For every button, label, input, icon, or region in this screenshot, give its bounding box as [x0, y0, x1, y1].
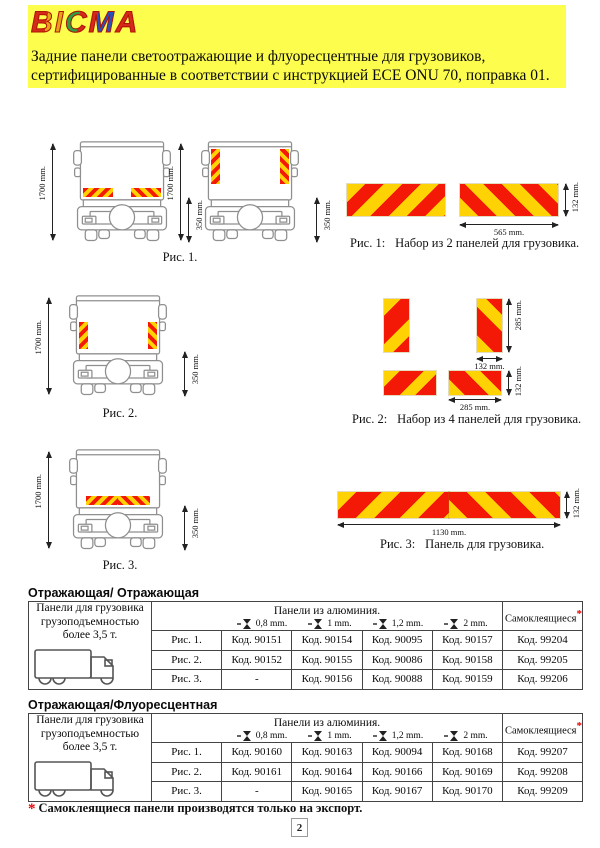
- thickness-icon: [237, 619, 253, 629]
- section-title-fluorescent: Отражающая/Флуоресцентная: [28, 698, 218, 712]
- adhesive-header-text: Самоклеящиеся: [505, 725, 577, 737]
- fig-ref-cell: Рис. 2.: [152, 650, 222, 669]
- fig3-caption-text: Панель для грузовика.: [425, 537, 545, 551]
- adhesive-column-header: [503, 602, 583, 631]
- fig2-horizontal-panel-right: [449, 371, 501, 395]
- thickness-label: 2 mm.: [463, 619, 488, 630]
- code-cell: Код. 90151: [222, 631, 292, 650]
- thickness-label: 0,8 mm.: [255, 731, 288, 742]
- dim-label-132: 132 mm.: [513, 366, 523, 397]
- code-cell: Код. 99209: [503, 782, 583, 802]
- code-cell: Код. 90095: [362, 631, 432, 650]
- dim-arrow-285: [508, 299, 509, 352]
- code-cell: Код. 90164: [292, 762, 362, 781]
- code-cell: Код. 99208: [503, 762, 583, 781]
- code-cell: Код. 90170: [432, 782, 502, 802]
- fig3-caption: [380, 537, 544, 552]
- dim-label-1700: 1700 mm.: [33, 320, 43, 355]
- section-title-reflective: Отражающая/ Отражающая: [28, 586, 199, 600]
- fig1-truck-label: Рис. 1.: [162, 250, 198, 264]
- code-cell: Код. 99205: [503, 650, 583, 669]
- code-cell: Код. 90167: [362, 782, 432, 802]
- dim-label-1130: 1130 mm.: [431, 527, 467, 537]
- dim-label-132: 132 mm.: [570, 182, 580, 213]
- dim-arrow-1700: [48, 452, 49, 548]
- thickness-row: [154, 619, 500, 629]
- code-cell: Код. 90160: [222, 743, 292, 762]
- thickness-col: [296, 731, 364, 741]
- reflective-panel: [86, 496, 118, 505]
- fig-ref-cell: Рис. 3.: [152, 670, 222, 690]
- dim-arrow-350: [184, 352, 185, 396]
- dim-label-350: 350 mm.: [190, 354, 200, 385]
- table-header-row: [29, 714, 583, 743]
- fig3-truck-label: Рис. 3.: [102, 558, 138, 572]
- truck-side-icon: [31, 645, 123, 689]
- code-cell: Код. 90086: [362, 650, 432, 669]
- dim-label-565: 565 mm.: [493, 227, 525, 237]
- code-cell: Код. 99204: [503, 631, 583, 650]
- fig2-horizontal-panel-left: [384, 371, 436, 395]
- thickness-row: [154, 731, 500, 741]
- fig-ref-cell: Рис. 1.: [152, 743, 222, 762]
- dim-label-1700: 1700 mm.: [165, 166, 175, 201]
- code-cell: Код. 90152: [222, 650, 292, 669]
- aluminium-group-title: Панели из алюминия.: [273, 605, 381, 618]
- dim-label-350: 350 mm.: [194, 200, 204, 231]
- thickness-col: [432, 619, 500, 629]
- code-cell: Код. 90169: [432, 762, 502, 781]
- thickness-icon: [444, 731, 460, 741]
- reflective-panel: [83, 188, 113, 197]
- fig2-truck-label: Рис. 2.: [102, 406, 138, 420]
- code-cell: Код. 90158: [432, 650, 502, 669]
- dim-arrow-132: [566, 492, 567, 518]
- thickness-col: [364, 731, 432, 741]
- panel-column-header: [29, 714, 152, 802]
- dim-label-350: 350 mm.: [190, 508, 200, 539]
- dim-arrow-132: [565, 184, 566, 216]
- truck-rear-drawing: [192, 138, 308, 246]
- fig3-panel-right-half: [449, 492, 560, 518]
- dim-arrow-565: [460, 224, 558, 225]
- aluminium-group-title: Панели из алюминия.: [273, 717, 381, 730]
- panel-column-header-text: Панели для грузовика грузоподъемностью более 3,5 т.: [36, 714, 144, 754]
- fig2-caption-text: Набор из 4 панелей для грузовика.: [397, 412, 582, 426]
- thickness-label: 1 mm.: [327, 731, 352, 742]
- page-number: 2: [291, 818, 308, 837]
- truck-rear-drawing: [64, 138, 180, 246]
- thickness-icon: [308, 619, 324, 629]
- thickness-icon: [308, 731, 324, 741]
- dim-arrow-132: [477, 358, 502, 359]
- thickness-col: [228, 731, 296, 741]
- fig-ref-cell: Рис. 2.: [152, 762, 222, 781]
- panel-column-header-text: Панели для грузовика грузоподъемностью более 3,5 т.: [36, 602, 144, 642]
- thickness-label: 1,2 mm.: [391, 731, 424, 742]
- dim-arrow-1700: [180, 144, 181, 240]
- dim-label-350: 350 mm.: [322, 200, 332, 231]
- title-line-2: сертифицированные в соответствии с инструкцией ЕСЕ ONU 70, поправка 01.: [31, 67, 550, 84]
- dim-label-1700: 1700 mm.: [33, 474, 43, 509]
- footnote-text: Самоклеящиеся панели производятся только на экспорт.: [38, 801, 363, 815]
- thickness-label: 1,2 mm.: [391, 619, 424, 630]
- code-cell: Код. 90166: [362, 762, 432, 781]
- table-header-row: [29, 602, 583, 631]
- thickness-icon: [237, 731, 253, 741]
- adhesive-star: *: [576, 607, 583, 620]
- code-cell: Код. 90165: [292, 782, 362, 802]
- dim-arrow-1700: [48, 298, 49, 394]
- thickness-col: [364, 619, 432, 629]
- dim-arrow-1130: [338, 524, 560, 525]
- fig2-truck: [33, 292, 206, 414]
- thickness-icon: [444, 619, 460, 629]
- adhesive-header-text: Самоклеящиеся: [505, 613, 577, 625]
- thickness-label: 0,8 mm.: [255, 619, 288, 630]
- fig-ref-cell: Рис. 1.: [152, 631, 222, 650]
- fig2-caption: [352, 412, 581, 427]
- codes-table-fluorescent: [28, 713, 583, 802]
- fig1-caption-text: Набор из 2 панелей для грузовика.: [395, 236, 580, 250]
- code-cell: Код. 90088: [362, 670, 432, 690]
- adhesive-column-header: [503, 714, 583, 743]
- fig1-caption: [350, 236, 579, 251]
- dim-arrow-350: [184, 506, 185, 550]
- fig2-vertical-panel-left: [384, 299, 409, 352]
- fig3-caption-label: Рис. 3:: [380, 537, 416, 551]
- code-cell: Код. 90155: [292, 650, 362, 669]
- code-cell: Код. 99206: [503, 670, 583, 690]
- dim-label-285: 285 mm.: [459, 402, 491, 412]
- code-cell: Код. 90163: [292, 743, 362, 762]
- dim-arrow-350: [316, 198, 317, 242]
- code-cell: Код. 90159: [432, 670, 502, 690]
- truck-rear-drawing: [60, 446, 176, 554]
- dim-label-132: 132 mm.: [571, 488, 581, 519]
- code-cell: Код. 90168: [432, 743, 502, 762]
- code-cell: Код. 90161: [222, 762, 292, 781]
- fig3-truck: [33, 446, 206, 568]
- code-cell: Код. 90094: [362, 743, 432, 762]
- thickness-icon: [373, 619, 389, 629]
- title-line-1: Задние панели светоотражающие и флуоресцентные для грузовиков,: [31, 48, 486, 65]
- adhesive-star: *: [576, 719, 583, 732]
- reflective-panel: [148, 322, 157, 349]
- fig-ref-cell: Рис. 3.: [152, 782, 222, 802]
- code-cell: Код. 90157: [432, 631, 502, 650]
- page-title: [31, 47, 571, 85]
- fig1-caption-label: Рис. 1:: [350, 236, 386, 250]
- reflective-panel: [79, 322, 88, 349]
- fig3-panel-left-half: [338, 492, 449, 518]
- codes-table-reflective: [28, 601, 583, 690]
- thickness-col: [228, 619, 296, 629]
- fig2-caption-label: Рис. 2:: [352, 412, 388, 426]
- fig1-panel-right: [460, 184, 558, 216]
- dim-arrow-132: [508, 371, 509, 395]
- thickness-label: 2 mm.: [463, 731, 488, 742]
- thickness-col: [432, 731, 500, 741]
- code-cell: -: [222, 670, 292, 690]
- thickness-icon: [373, 731, 389, 741]
- thickness-col: [296, 619, 364, 629]
- dim-arrow-285: [449, 399, 501, 400]
- truck-rear-drawing: [60, 292, 176, 400]
- truck-side-icon: [31, 757, 123, 801]
- reflective-panel: [280, 149, 289, 184]
- code-cell: -: [222, 782, 292, 802]
- footnote-star: *: [28, 801, 36, 817]
- reflective-panel: [118, 496, 150, 505]
- thickness-label: 1 mm.: [327, 619, 352, 630]
- dim-label-1700: 1700 mm.: [37, 166, 47, 201]
- reflective-panel: [131, 188, 161, 197]
- aluminium-group-header: [152, 602, 503, 631]
- bicma-logo: BICMA: [31, 6, 140, 39]
- fig2-vertical-panel-right: [477, 299, 502, 352]
- code-cell: Код. 99207: [503, 743, 583, 762]
- footnote: [28, 801, 362, 818]
- dim-label-132: 132 mm.: [474, 361, 505, 371]
- panel-column-header: [29, 602, 152, 690]
- aluminium-group-header: [152, 714, 503, 743]
- dim-arrow-1700: [52, 144, 53, 240]
- reflective-panel: [211, 149, 220, 184]
- code-cell: Код. 90156: [292, 670, 362, 690]
- code-cell: Код. 90154: [292, 631, 362, 650]
- dim-label-285: 285 mm.: [513, 300, 523, 331]
- fig1-panel-left: [347, 184, 445, 216]
